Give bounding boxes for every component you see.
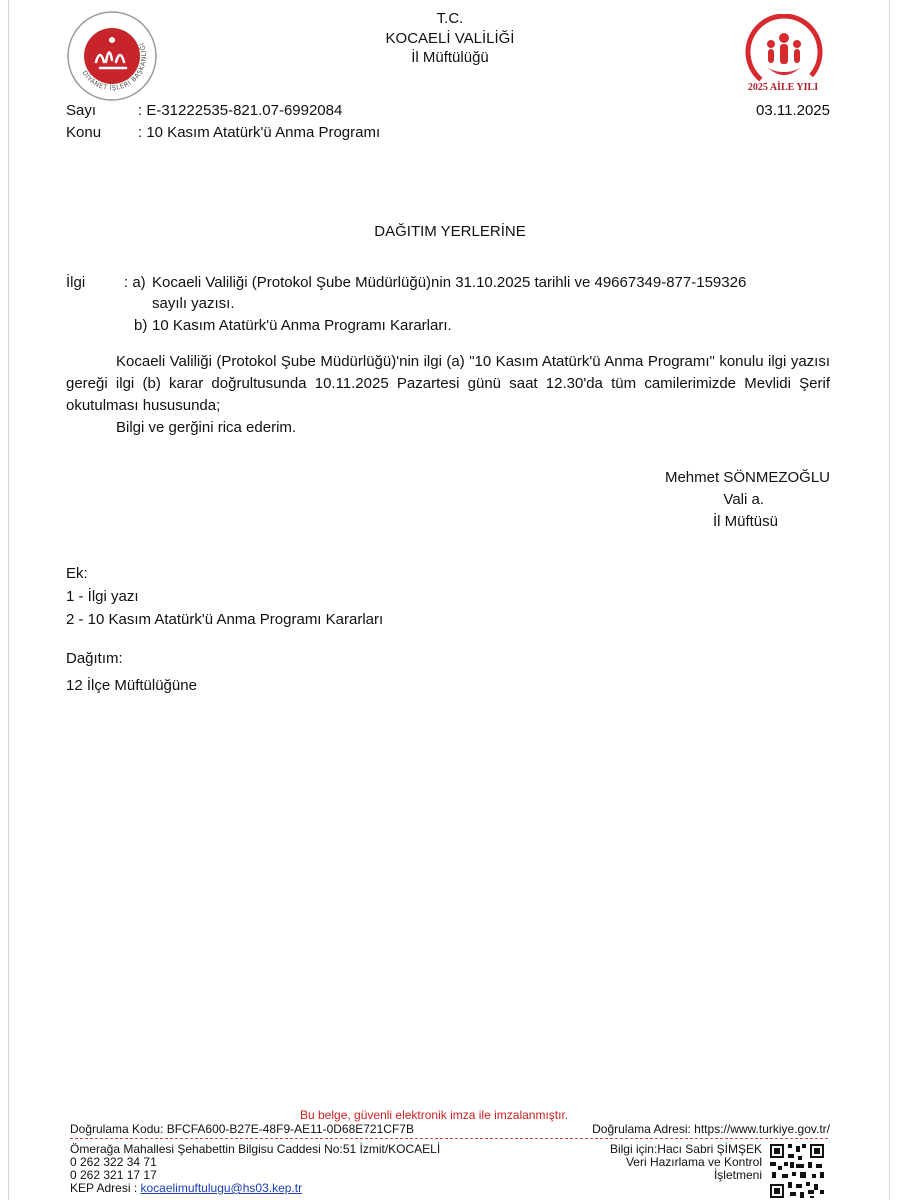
esign-notice: Bu belge, güvenli elektronik imza ile imzalanmıştır. xyxy=(300,1108,569,1122)
ilgi-b-prefix: b) xyxy=(134,317,148,334)
attachments-label: Ek: xyxy=(66,565,88,582)
phone-2: 0 262 321 17 17 xyxy=(70,1168,157,1182)
ilgi-label: İlgi xyxy=(66,274,86,291)
phone-1: 0 262 322 34 71 xyxy=(70,1155,157,1169)
footer-separator xyxy=(70,1138,828,1139)
header-muftuluk: İl Müftülüğü xyxy=(411,49,489,66)
ilgi-a-prefix: : a) xyxy=(124,274,146,291)
konu-value: : 10 Kasım Atatürk'ü Anma Programı xyxy=(138,124,381,141)
sayi-label: Sayı xyxy=(66,102,97,119)
seal-ring-text: DİYANET İŞLERİ BAŞKANLIĞI xyxy=(80,41,149,93)
signer-name: Mehmet SÖNMEZOĞLU xyxy=(664,469,830,486)
verify-address: Doğrulama Adresi: https://www.turkiye.gov.tr/ xyxy=(592,1122,830,1136)
info-role-2: İşletmeni xyxy=(713,1168,762,1182)
header-tc: T.C. xyxy=(436,10,464,27)
verify-code: Doğrulama Kodu: BFCFA600-B27E-48F9-AE11-0D68E721CF7B xyxy=(70,1122,414,1136)
scan-edge-left xyxy=(8,0,9,1200)
header-valilik: KOCAELİ VALİLİĞİ xyxy=(385,30,515,47)
addressee: DAĞITIM YERLERİNE xyxy=(374,223,526,240)
kep-label: KEP Adresi : xyxy=(70,1181,141,1195)
body-closing: Bilgi ve gerğini rica ederim. xyxy=(116,419,297,436)
kep-address xyxy=(70,1182,302,1194)
aile-yili-caption: 2025 AİLE YILI xyxy=(747,82,819,93)
ilgi-b-text: 10 Kasım Atatürk'ü Anma Programı Kararları. xyxy=(152,317,452,334)
ilgi-a-line2: sayılı yazısı. xyxy=(152,295,235,312)
konu-label: Konu xyxy=(66,124,102,141)
signer-title-mufti: İl Müftüsü xyxy=(712,513,778,530)
attachment-item: 2 - 10 Kasım Atatürk'ü Anma Programı Kararları xyxy=(66,611,384,628)
body-paragraph: Kocaeli Valiliği (Protokol Şube Müdürlüğü)'nin ilgi (a) "10 Kasım Atatürk'ü Anma Programı" konulu ilgi yazısı gereği ilgi (b) karar doğrultusunda 10.11.2025 Pazartesi günü saat 12.30'da tüm camilerimizde Mevlidi Şerif okutulması hususunda; xyxy=(66,353,830,414)
office-address: Ömerağa Mahallesi Şehabettin Bilgisu Caddesi No:51 İzmit/KOCAELİ xyxy=(70,1142,441,1156)
attachment-item: 1 - İlgi yazı xyxy=(66,588,139,605)
sayi-value: : E-31222535-821.07-6992084 xyxy=(138,102,343,119)
scan-edge-right xyxy=(889,0,890,1200)
ilgi-a-line1: Kocaeli Valiliği (Protokol Şube Müdürlüğü)nin 31.10.2025 tarihli ve 49667349-877-159326 xyxy=(152,274,747,291)
qr-code-icon xyxy=(768,1142,826,1200)
signer-title-vali: Vali a. xyxy=(723,491,764,508)
document-date: 03.11.2025 xyxy=(756,102,830,119)
info-contact: Bilgi için:Hacı Sabri ŞİMŞEK xyxy=(609,1142,762,1156)
diyanet-seal-icon xyxy=(66,10,158,102)
info-role-1: Veri Hazırlama ve Kontrol xyxy=(625,1155,762,1169)
distribution-item: 12 İlçe Müftülüğüne xyxy=(66,677,197,694)
kep-link[interactable]: kocaelimuftulugu@hs03.kep.tr xyxy=(140,1181,303,1195)
distribution-label: Dağıtım: xyxy=(66,650,123,667)
